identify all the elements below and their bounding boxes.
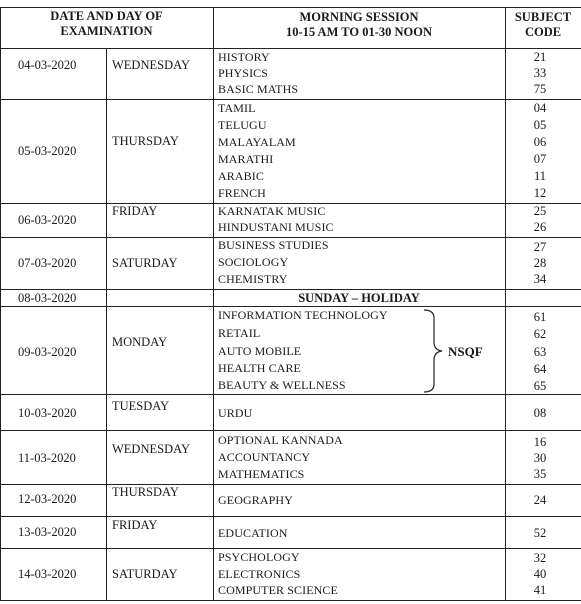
exam-day: WEDNESDAY: [112, 58, 191, 72]
subject-name: BASIC MATHS: [218, 82, 299, 96]
nsqf-label: NSQF: [448, 344, 483, 359]
subject-code: 16: [533, 435, 547, 449]
subject-code: 08: [533, 406, 547, 420]
exam-day: THURSDAY: [112, 134, 179, 148]
header-divider: [0, 48, 581, 49]
subject-code: 35: [533, 467, 547, 481]
row-divider: [0, 516, 581, 517]
table-border-left: [0, 7, 1, 601]
subject-name: HISTORY: [218, 50, 270, 64]
row-divider: [0, 430, 581, 431]
group-brace: [422, 308, 446, 394]
subject-name: CHEMISTRY: [218, 272, 288, 286]
subject-name: ELECTRONICS: [218, 567, 301, 581]
subject-name: URDU: [218, 406, 253, 420]
date-header-line2: EXAMINATION: [60, 24, 153, 38]
exam-date: 07-03-2020: [18, 256, 77, 270]
exam-day: WEDNESDAY: [112, 442, 191, 456]
exam-date: 04-03-2020: [18, 58, 77, 72]
subject-code: 27: [533, 240, 547, 254]
subject-code: 41: [533, 583, 547, 597]
subject-code: 28: [533, 256, 547, 270]
subject-code: 06: [533, 135, 547, 149]
subject-code: 12: [533, 186, 547, 200]
date-day-divider: [106, 48, 107, 600]
subject-name: PHYSICS: [218, 66, 269, 80]
exam-date: 11-03-2020: [18, 451, 76, 465]
row-divider: [0, 484, 581, 485]
exam-day: THURSDAY: [112, 485, 179, 499]
subject-name: EDUCATION: [218, 526, 288, 540]
exam-day: MONDAY: [112, 335, 168, 349]
table-border-top: [0, 7, 581, 8]
subject-name: HINDUSTANI MUSIC: [218, 220, 334, 234]
row-divider: [0, 394, 581, 395]
date-header: [0, 9, 213, 39]
code-header-line1: SUBJECT: [514, 10, 572, 24]
subject-code: 05: [533, 118, 547, 132]
subject-code: 34: [533, 272, 547, 286]
exam-date: 05-03-2020: [18, 144, 77, 158]
subject-name: TELUGU: [218, 118, 267, 132]
subject-name: OPTIONAL KANNADA: [218, 433, 343, 447]
date-header-line1: DATE AND DAY OF: [50, 9, 163, 23]
exam-date: 09-03-2020: [18, 345, 77, 359]
exam-day: FRIDAY: [112, 518, 158, 532]
session-header: [213, 10, 505, 40]
subject-name: MALAYALAM: [218, 135, 296, 149]
subject-code: 52: [533, 526, 547, 540]
subject-code: 33: [533, 66, 547, 80]
code-header-line2: CODE: [524, 25, 562, 39]
subject-name: KARNATAK MUSIC: [218, 204, 326, 218]
subject-name: AUTO MOBILE: [218, 344, 302, 358]
exam-day: SATURDAY: [112, 256, 178, 270]
session-header-line1: MORNING SESSION: [299, 10, 419, 24]
exam-day: TUESDAY: [112, 399, 170, 413]
exam-day: SATURDAY: [112, 567, 178, 581]
exam-date: 08-03-2020: [18, 291, 77, 305]
subject-code: 75: [533, 82, 547, 96]
exam-date: 12-03-2020: [18, 492, 77, 506]
subject-name: COMPUTER SCIENCE: [218, 583, 338, 597]
table-border-bottom: [0, 600, 581, 601]
subject-code: 32: [533, 551, 547, 565]
subject-code: 24: [533, 493, 547, 507]
subject-code: 61: [533, 310, 547, 324]
subject-code: 07: [533, 152, 547, 166]
subject-name: SOCIOLOGY: [218, 255, 289, 269]
subject-name: PSYCHOLOGY: [218, 550, 300, 564]
subject-code: 21: [533, 50, 547, 64]
exam-date: 13-03-2020: [18, 525, 77, 539]
subject-code: 64: [533, 362, 547, 376]
subject-name: TAMIL: [218, 101, 256, 115]
subject-code: 30: [533, 451, 547, 465]
subject-name: BEAUTY & WELLNESS: [218, 378, 346, 392]
subject-name: ARABIC: [218, 169, 264, 183]
holiday-label: SUNDAY – HOLIDAY: [298, 291, 420, 305]
exam-date: 06-03-2020: [18, 213, 77, 227]
exam-date: 14-03-2020: [18, 567, 77, 581]
session-code-divider: [505, 7, 506, 601]
subject-name: FRENCH: [218, 186, 266, 200]
subject-code: 65: [533, 379, 547, 393]
subject-name: MATHEMATICS: [218, 467, 305, 481]
subject-code: 63: [533, 345, 547, 359]
subject-code: 11: [533, 169, 547, 183]
subject-name: ACCOUNTANCY: [218, 450, 311, 464]
subject-name: MARATHI: [218, 152, 274, 166]
row-divider: [0, 99, 581, 100]
session-header-line2: 10-15 AM TO 01-30 NOON: [285, 25, 433, 39]
exam-date: 10-03-2020: [18, 406, 77, 420]
exam-day: FRIDAY: [112, 204, 158, 218]
subject-name: INFORMATION TECHNOLOGY: [218, 308, 388, 322]
subject-name: RETAIL: [218, 326, 261, 340]
subject-code: 04: [533, 101, 547, 115]
subject-code: 40: [533, 567, 547, 581]
subject-name: BUSINESS STUDIES: [218, 238, 329, 252]
code-header: [505, 10, 581, 40]
subject-code: 26: [533, 220, 547, 234]
subject-name: HEALTH CARE: [218, 361, 301, 375]
subject-code: 25: [533, 204, 547, 218]
subject-code: 62: [533, 327, 547, 341]
subject-name: GEOGRAPHY: [218, 493, 293, 507]
